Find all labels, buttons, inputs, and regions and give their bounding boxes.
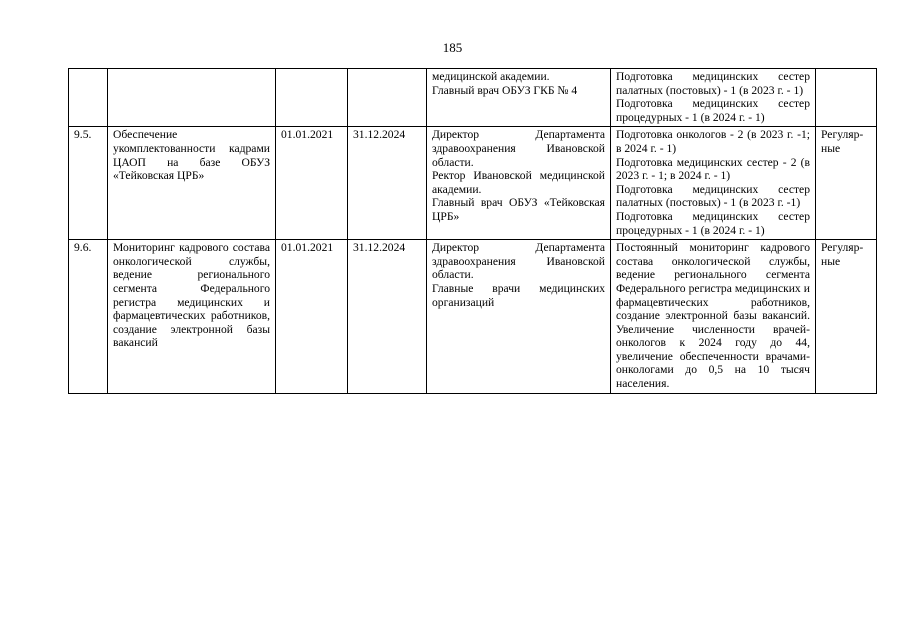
activity-name-cell [108,69,276,127]
result-cell [611,69,816,127]
result-text: Постоянный мониторинг кадрового состава онкологической службы, ведение регионального сегмента Федерального регистра медицинских и фармацевтических работников, создание электронной базы вакансий. Увеличение численности врачей-онкологов к 2024 году до 44, увеличение обеспеченности врачами-онкологами до 0,5 на 10 тысяч населения. [616,241,810,391]
responsible-text: медицинской академии. [432,70,550,83]
end-date-cell: 31.12.2024 [348,127,427,240]
end-date-cell: 31.12.2024 [348,240,427,394]
responsible-text: Директор Департамента здравоохранения Ивановской области. [432,241,605,282]
plan-table [68,68,877,394]
result-cell [611,127,816,240]
responsible-text: Директор Департамента здравоохранения Ивановской области. [432,128,605,169]
result-text: Подготовка онкологов - 2 (в 2023 г. -1; в 2024 г. - 1) [616,128,810,155]
row-number-cell: 9.5. [69,127,108,240]
table-row [69,69,877,127]
activity-name-cell: Обеспечение укомплектованности кадрами ЦАОП на базе ОБУЗ «Тейковская ЦРБ» [108,127,276,240]
page-number: 185 [442,40,463,55]
responsible-cell [427,240,611,394]
activity-name-cell: Мониторинг кадрового состава онкологической службы, ведение регионального сегмента Федерального регистра медицинских и фармацевтических работников, создание электронной базы вакансий [108,240,276,394]
row-number-cell: 9.6. [69,240,108,394]
type-cell [816,69,877,127]
result-text: Подготовка медицинских сестер процедурных - 1 (в 2024 г. - 1) [616,97,810,124]
result-text: Подготовка медицинских сестер процедурных - 1 (в 2024 г. - 1) [616,209,810,237]
row-number-cell [69,69,108,127]
type-cell: Регуляр-ные [816,240,877,394]
table-row [69,240,877,394]
responsible-cell [427,127,611,240]
result-text: Подготовка медицинских сестер палатных (постовых) - 1 (в 2023 г. -1) [616,182,810,210]
responsible-text: Главный врач ОБУЗ «Тейковская ЦРБ» [432,196,605,223]
result-cell [611,240,816,394]
start-date-cell [276,69,348,127]
result-text: Подготовка медицинских сестер палатных (постовых) - 1 (в 2023 г. - 1) [616,70,810,97]
type-cell: Регуляр-ные [816,127,877,240]
start-date-cell: 01.01.2021 [276,127,348,240]
result-text: Подготовка медицинских сестер - 2 (в 2023 г. - 1; в 2024 г. - 1) [616,155,810,183]
responsible-text: Главные врачи медицинских организаций [432,281,605,309]
table-row [69,127,877,240]
responsible-text: Ректор Ивановской медицинской академии. [432,169,605,196]
start-date-cell: 01.01.2021 [276,240,348,394]
responsible-text: Главный врач ОБУЗ ГКБ № 4 [432,83,578,97]
end-date-cell [348,69,427,127]
responsible-cell [427,69,611,127]
